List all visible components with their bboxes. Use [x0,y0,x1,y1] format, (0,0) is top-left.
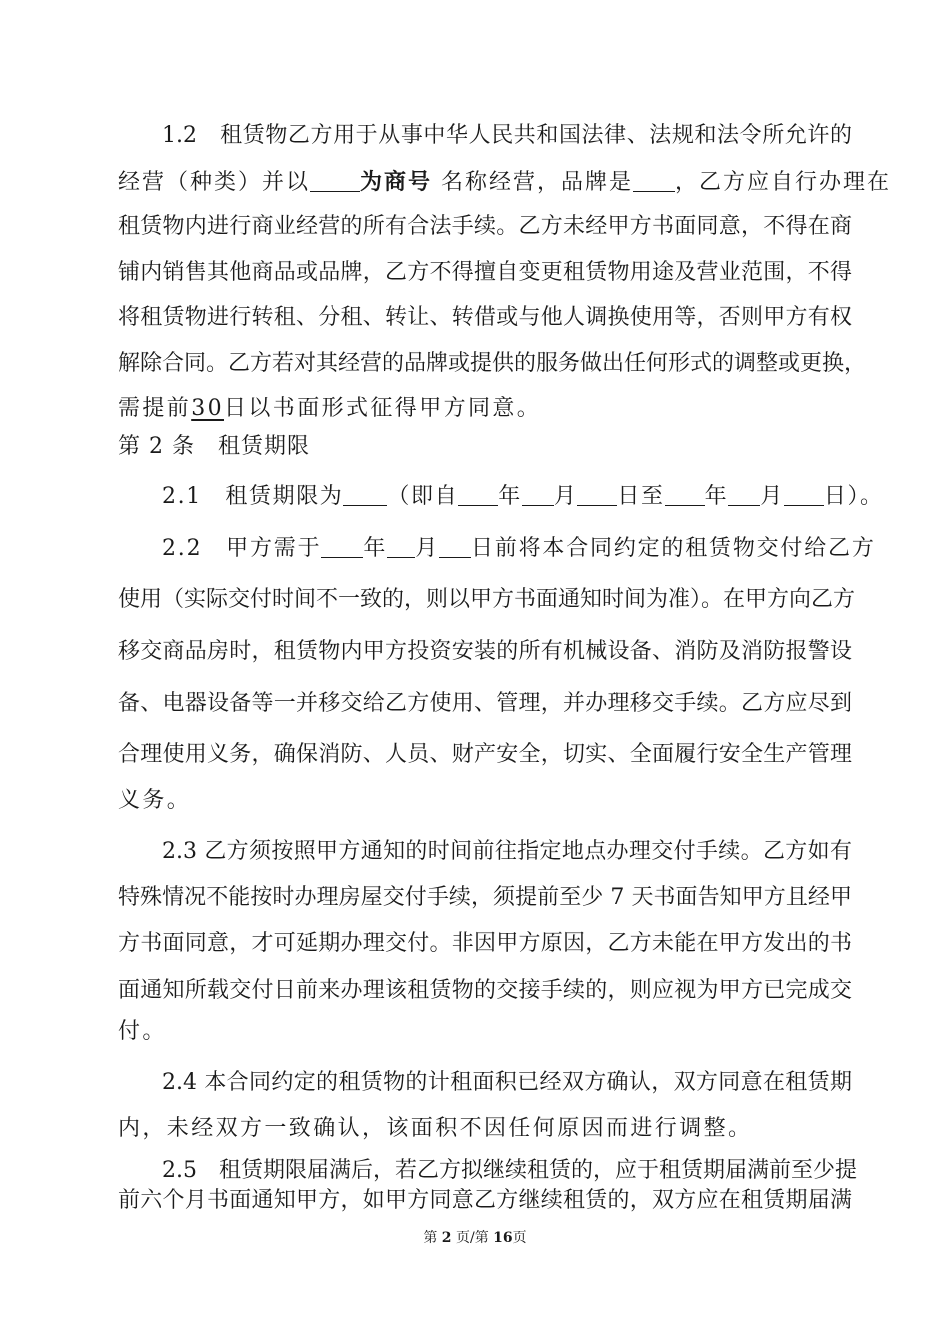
clause-2-3-line-4: 面通知所载交付日前来办理该租赁物的交接手续的，则应视为甲方已完成交 [118,978,852,1003]
clause-1-2-line-3: 租赁物内进行商业经营的所有合法手续。乙方未经甲方书面同意，不得在商 [118,214,852,239]
start-year-blank[interactable] [458,481,498,506]
text-segment: 日）。 [823,484,884,509]
text-segment: 日至 [617,484,665,509]
clause-2-5-line-1: 2.5 租赁期限届满后，若乙方拟继续租赁的，应于租赁期届满前至少提 [162,1158,857,1183]
text-segment: 日前将本合同约定的租赁物交付给乙方 [471,536,876,561]
end-year-blank[interactable] [665,481,705,506]
text-segment: 月 [553,484,578,509]
clause-1-2-line-1: 1.2 租赁物乙方用于从事中华人民共和国法律、法规和法令所允许的 [162,123,852,148]
clause-1-2-line-2 [118,166,892,198]
text-segment: 月 [760,484,784,509]
total-page-number: 16 [493,1230,513,1246]
clause-2-4-line-2: 内，未经双方一致确认，该面积不因任何原因而进行调整。 [118,1116,753,1141]
current-page-number: 2 [441,1230,452,1246]
brand-blank[interactable] [633,167,675,192]
clause-2-2-line-3: 移交商品房时，租赁物内甲方投资安装的所有机械设备、消防及消防报警设 [118,639,852,664]
delivery-day-blank[interactable] [439,533,471,558]
text-segment: 年 [498,484,522,509]
text-segment: ，乙方应自行办理在 [675,170,892,195]
notice-days-value: 30 [191,396,224,421]
clause-2-2-line-4: 备、电器设备等一并移交给乙方使用、管理，并办理移交手续。乙方应尽到 [118,691,852,716]
clause-1-2-line-6: 解除合同。乙方若对其经营的品牌或提供的服务做出任何形式的调整或更换， [118,351,867,376]
clause-2-3-line-3: 方书面同意，才可延期办理交付。非因甲方原因，乙方未能在甲方发出的书 [118,931,852,956]
text-segment: 月 [415,536,440,561]
text-segment: 日以书面形式征得甲方同意。 [224,396,542,421]
start-month-blank[interactable] [522,481,554,506]
clause-2-3-line-1: 2.3 乙方须按照甲方通知的时间前往指定地点办理交付手续。乙方如有 [162,839,852,864]
text-segment: 经营（种类）并以 [118,170,311,195]
lease-term-blank[interactable] [343,481,387,506]
footer-text: 第 [423,1230,438,1246]
page-footer [0,1228,950,1248]
clause-1-2-line-5: 将租赁物进行转租、分租、转让、转借或与他人调换使用等，否则甲方有权 [118,305,852,330]
clause-1-2-line-4: 铺内销售其他商品或品牌，乙方不得擅自变更租赁物用途及营业范围，不得 [118,260,852,285]
text-segment: 需提前 [118,396,192,421]
start-day-blank[interactable] [577,481,617,506]
text-segment: 年 [363,536,388,561]
end-month-blank[interactable] [728,481,760,506]
article-2-heading: 第 2 条 租赁期限 [118,434,310,459]
text-segment: 年 [704,484,729,509]
text-segment: 2.2 甲方需于 [162,536,322,561]
delivery-year-blank[interactable] [321,533,363,558]
brand-name-blank[interactable] [310,167,360,192]
end-day-blank[interactable] [784,481,824,506]
clause-1-2-line-7 [118,393,852,425]
clause-2-2-line-5: 合理使用义务，确保消防、人员、财产安全，切实、全面履行安全生产管理 [118,742,852,767]
trade-name-text: 为商号 [360,169,433,195]
text-segment: 2.1 租赁期限为 [162,484,344,509]
delivery-month-blank[interactable] [387,533,415,558]
clause-2-3-line-5: 付。 [118,1019,167,1044]
footer-text: 页/第 [456,1230,489,1246]
text-segment: 名称经营，品牌是 [441,170,634,195]
clause-2-4-line-1: 2.4 本合同约定的租赁物的计租面积已经双方确认，双方同意在租赁期 [162,1070,852,1095]
clause-2-2-line-2: 使用（实际交付时间不一致的，则以甲方书面通知时间为准）。在甲方向乙方 [118,587,856,612]
footer-text: 页 [512,1230,527,1246]
clause-2-2-line-1 [162,533,876,565]
clause-2-1-line-1 [162,481,884,513]
clause-2-3-line-2: 特殊情况不能按时办理房屋交付手续，须提前至少 7 天书面告知甲方且经甲 [118,885,852,910]
clause-2-5-line-2: 前六个月书面通知甲方，如甲方同意乙方继续租赁的，双方应在租赁期届满 [118,1188,852,1213]
text-segment: （即自 [387,484,459,509]
clause-2-2-line-6: 义务。 [118,788,192,813]
